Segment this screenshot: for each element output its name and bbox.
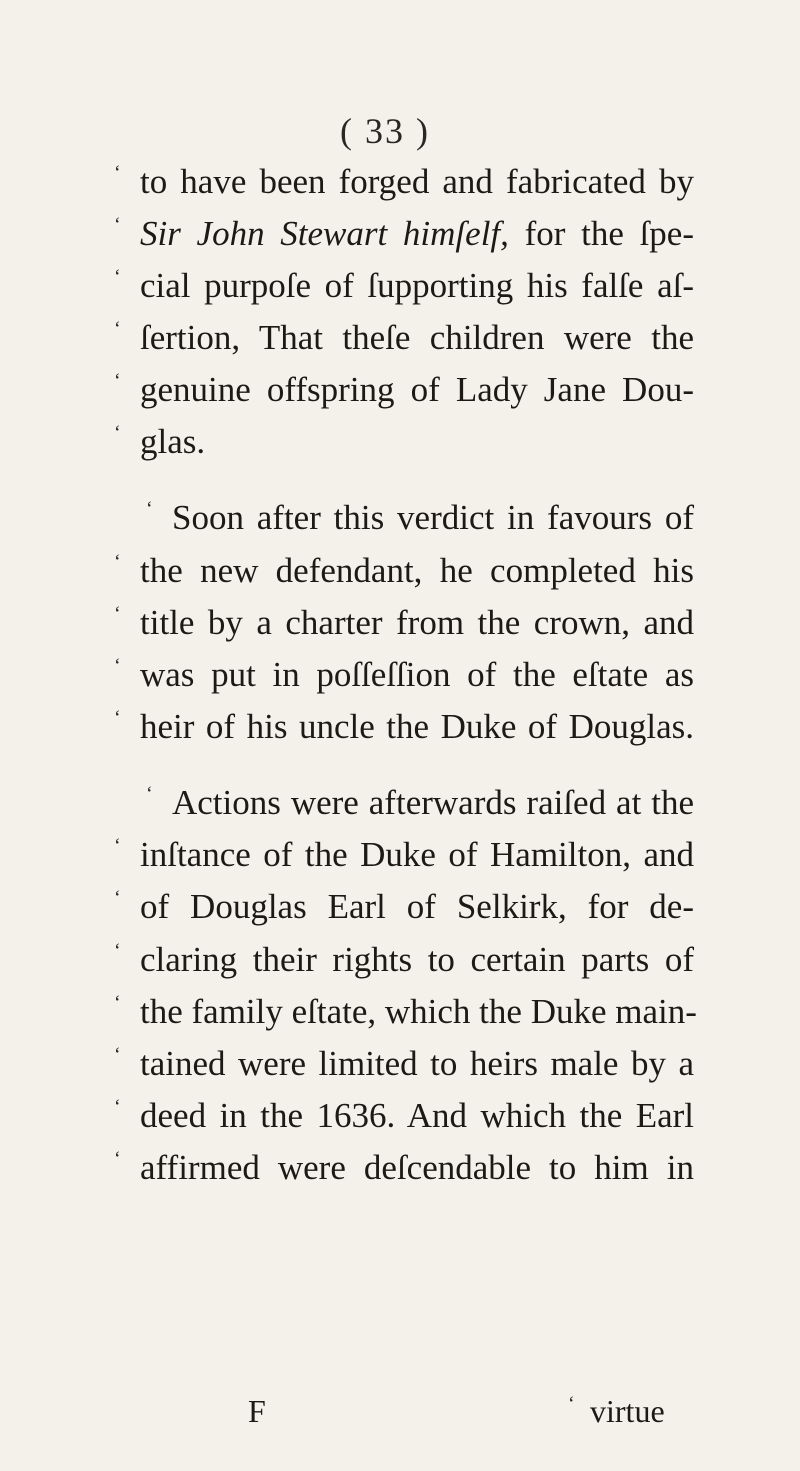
line-text: Soon after this verdict in favours of	[172, 498, 694, 537]
quote-mark: ‘	[114, 992, 121, 1014]
line-text: heir of his uncle the Duke of Douglas.	[140, 707, 694, 746]
quote-mark: ‘	[114, 422, 121, 444]
text-line	[114, 1096, 694, 1136]
text-line	[114, 887, 694, 927]
line-text: claring their rights to certain parts of	[140, 940, 694, 979]
quote-mark: ‘	[114, 603, 121, 625]
signature-mark: F	[248, 1393, 266, 1429]
quote-mark: ‘	[114, 551, 121, 573]
line-text: Actions were afterwards raiſed at the	[172, 783, 694, 822]
line-text: genuine offspring of Lady Jane Dou-	[140, 370, 694, 409]
line-text: tained were limited to heirs male by a	[140, 1044, 694, 1083]
quote-mark: ‘	[114, 887, 121, 909]
quote-mark: ‘	[114, 1096, 121, 1118]
quote-mark: ‘	[114, 707, 121, 729]
catchword	[568, 1393, 665, 1430]
quote-mark: ‘	[568, 1393, 575, 1415]
text-line	[114, 940, 694, 980]
quote-mark: ‘	[114, 835, 121, 857]
text-line	[114, 162, 694, 202]
line-text: ſertion, That theſe children were the	[140, 318, 694, 357]
line-text: cial purpoſe of ſupporting his falſe aſ-	[140, 266, 694, 305]
catchword-text: virtue	[590, 1393, 665, 1429]
quote-mark: ‘	[114, 940, 121, 962]
line-text: was put in poſſeſſion of the eſtate as	[140, 655, 694, 694]
text-line	[114, 835, 694, 875]
text-line	[114, 992, 697, 1032]
text-line	[146, 783, 694, 823]
text-line	[114, 318, 694, 358]
quote-mark: ‘	[146, 783, 153, 805]
line-text: to have been forged and fabricated by	[140, 162, 694, 201]
quote-mark: ‘	[114, 655, 121, 677]
text-line	[114, 214, 694, 254]
text-line	[114, 1044, 694, 1084]
text-line	[114, 422, 694, 462]
page-number: ( 33 )	[340, 111, 430, 151]
text-line	[114, 655, 694, 695]
text-line	[114, 707, 694, 747]
text-line	[114, 1148, 694, 1188]
line-text: the family eſtate, which the Duke main-	[140, 992, 697, 1031]
line-text: inſtance of the Duke of Hamilton, and	[140, 835, 694, 874]
line-text-italic: Sir John Stewart himſelf,	[140, 214, 509, 253]
quote-mark: ‘	[114, 266, 121, 288]
line-text: glas.	[140, 422, 206, 461]
quote-mark: ‘	[114, 214, 121, 236]
quote-mark: ‘	[146, 498, 153, 520]
line-text: affirmed were deſcendable to him in	[140, 1148, 694, 1187]
line-text: deed in the 1636. And which the Earl	[140, 1096, 694, 1135]
text-line	[114, 370, 694, 410]
text-line	[146, 498, 694, 538]
line-text: for the ſpe-	[508, 214, 694, 253]
quote-mark: ‘	[114, 370, 121, 392]
quote-mark: ‘	[114, 162, 121, 184]
text-line	[114, 266, 694, 306]
line-text: title by a charter from the crown, and	[140, 603, 694, 642]
text-line	[114, 551, 694, 591]
quote-mark: ‘	[114, 1148, 121, 1170]
text-line	[114, 603, 694, 643]
quote-mark: ‘	[114, 1044, 121, 1066]
quote-mark: ‘	[114, 318, 121, 340]
line-text: of Douglas Earl of Selkirk, for de-	[140, 887, 694, 926]
line-text: the new defendant, he completed his	[140, 551, 694, 590]
